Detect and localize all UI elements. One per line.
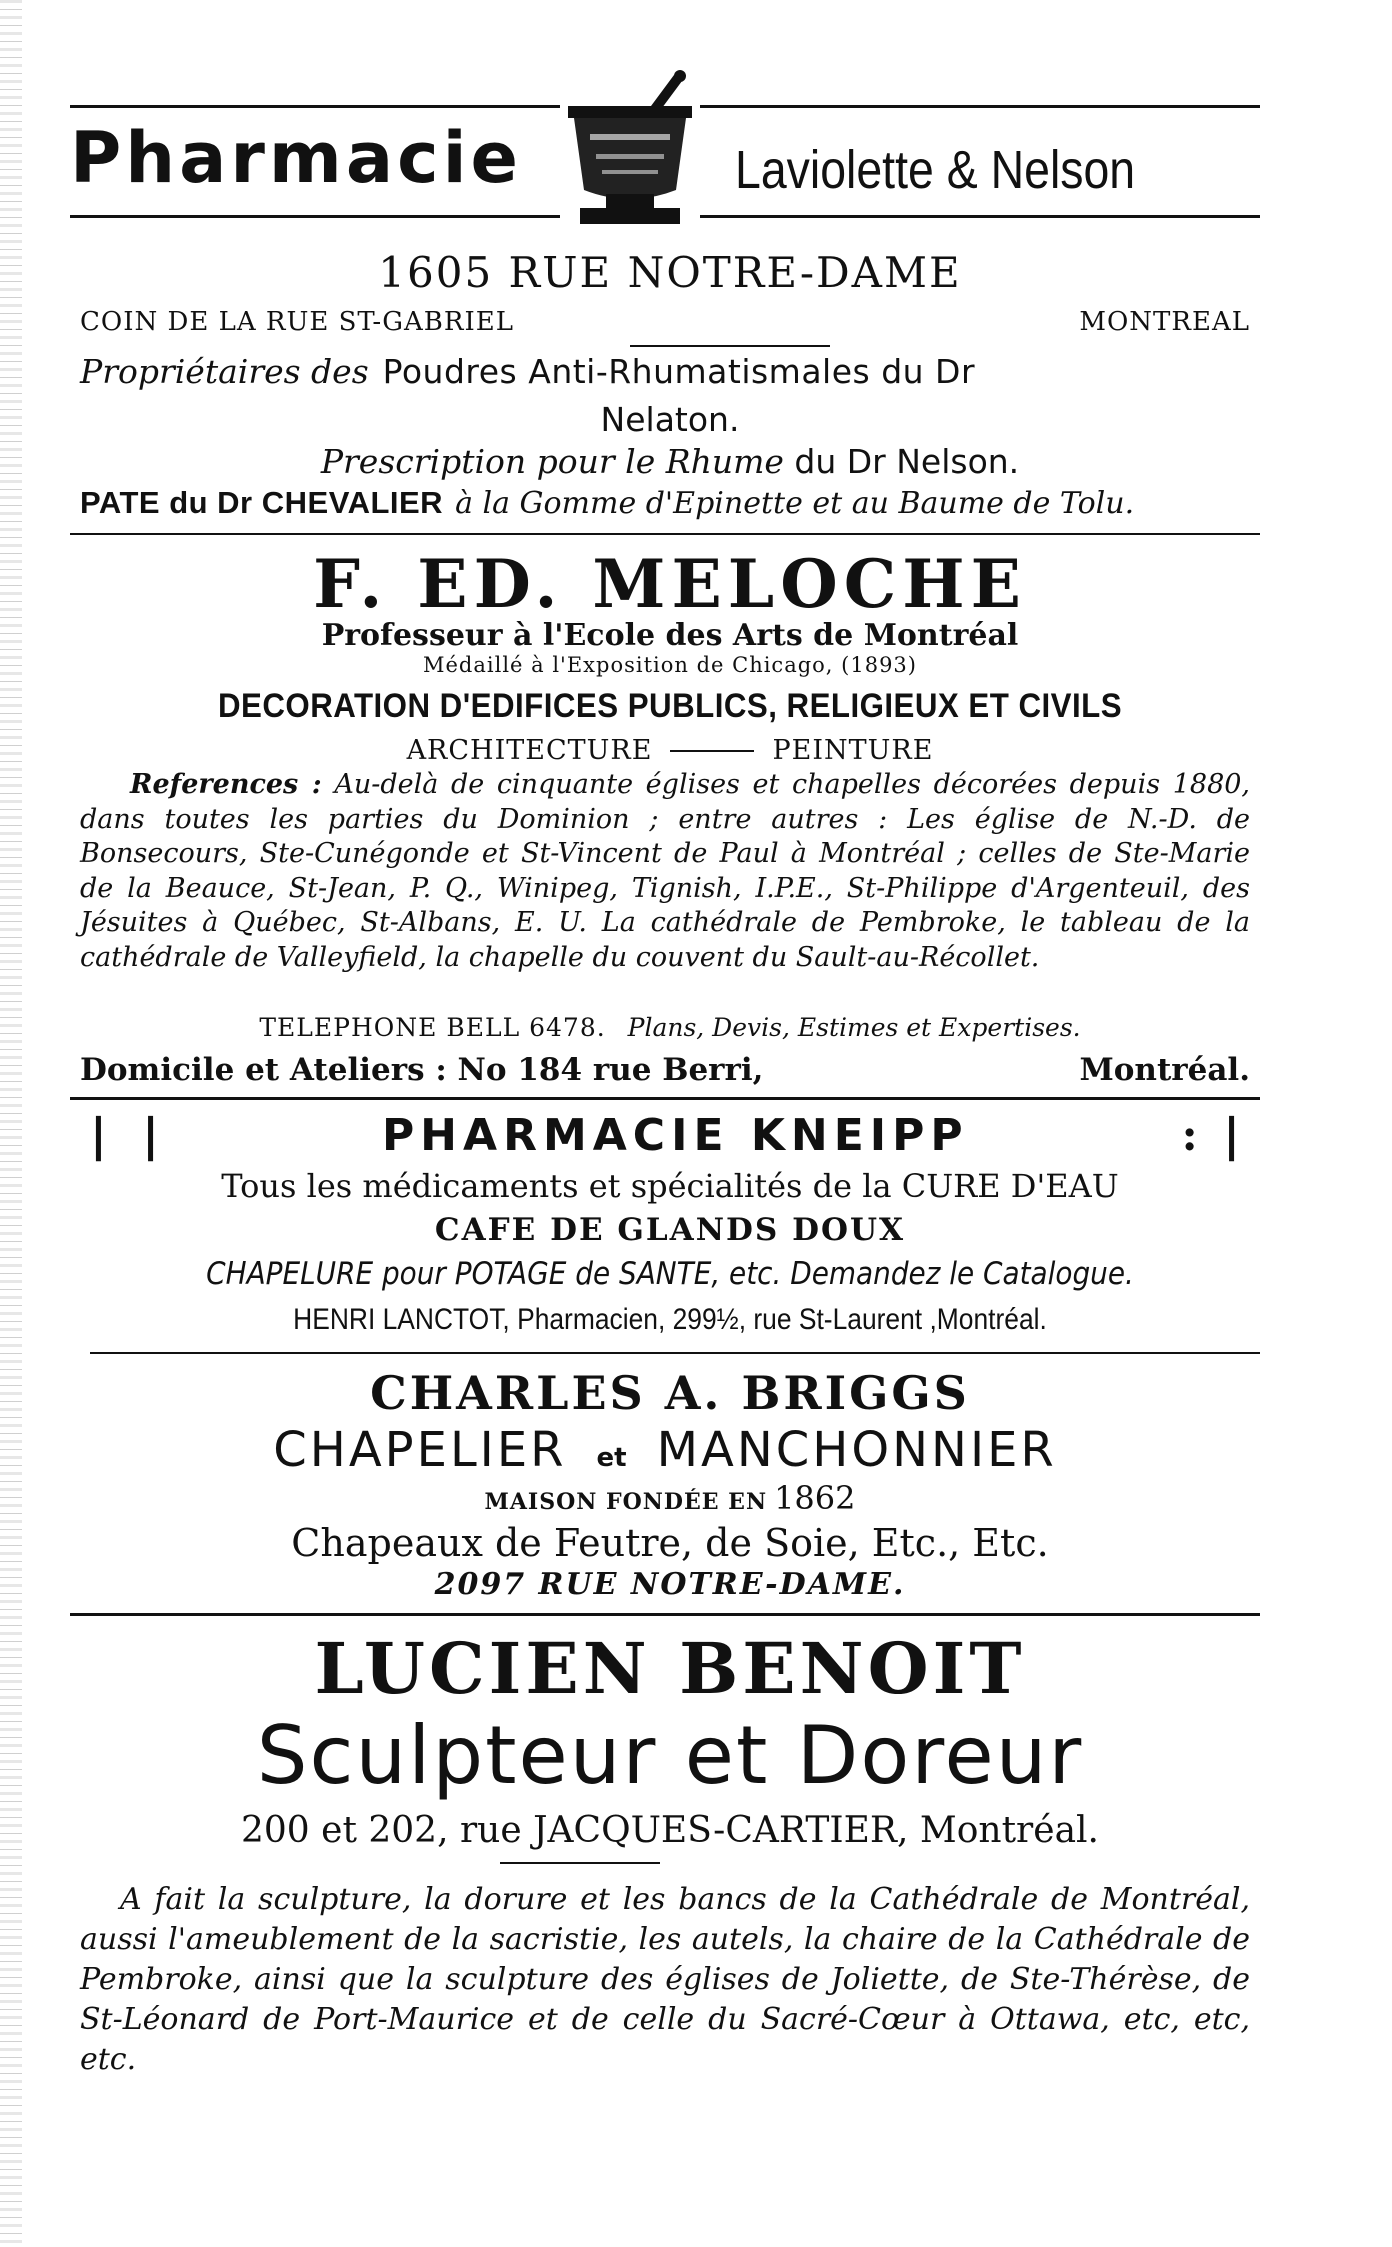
ad4-trade-et: et bbox=[596, 1443, 627, 1473]
ad1-line1-rest: Poudres Anti-Rhumatismales du Dr bbox=[382, 352, 976, 391]
divider bbox=[630, 345, 830, 347]
ad1-corner: COIN DE LA RUE ST-GABRIEL bbox=[80, 307, 514, 337]
ad2-references bbox=[80, 768, 1250, 975]
ad4-name: CHARLES A. BRIGGS bbox=[370, 1366, 970, 1420]
divider bbox=[90, 1352, 1260, 1354]
ad2-sub2: Médaillé à l'Exposition de Chicago, (1893) bbox=[423, 653, 917, 677]
ad1-line4 bbox=[80, 482, 1250, 525]
ad1-title: Pharmacie bbox=[70, 117, 523, 199]
ad3-marks-right: : ❘ bbox=[1181, 1110, 1250, 1161]
ad4-founded-year: 1862 bbox=[774, 1479, 856, 1517]
ad2-phone-row bbox=[70, 1012, 1270, 1044]
ad1-city: MONTREAL bbox=[1079, 307, 1250, 337]
ad3-title-row bbox=[80, 1110, 1250, 1162]
ad3-line3: CHAPELURE pour POTAGE de SANTE, etc. Demandez le Catalogue. bbox=[206, 1256, 1134, 1292]
divider bbox=[70, 1613, 1260, 1616]
ad1-line4-b: à la Gomme d'Epinette et au Baume de Tolu. bbox=[455, 486, 1135, 521]
ad3-line2: CAFE DE GLANDS DOUX bbox=[434, 1212, 906, 1248]
ad2-city: Montréal. bbox=[1079, 1052, 1250, 1088]
ad4-founded-label: MAISON FONDÉE EN bbox=[484, 1489, 768, 1515]
mortar-and-pestle-icon bbox=[560, 70, 700, 235]
ad4-trade-b: MANCHONNIER bbox=[656, 1422, 1057, 1478]
ad3-line1: Tous les médicaments et spécialités de la CURE D'EAU bbox=[221, 1167, 1119, 1205]
ad2-sub1: Professeur à l'Ecole des Arts de Montréal bbox=[321, 618, 1019, 653]
ad2-ref-label: References : bbox=[130, 769, 322, 800]
ad2-headline: DECORATION D'EDIFICES PUBLICS, RELIGIEUX ET CIVILS bbox=[217, 687, 1123, 725]
ad1-line4-a: PATE du Dr CHEVALIER bbox=[80, 485, 444, 520]
ad4-founded-row bbox=[70, 1479, 1270, 1519]
ad2-plans: Plans, Devis, Estimes et Expertises. bbox=[627, 1013, 1081, 1042]
ad4-trade-row bbox=[80, 1422, 1250, 1486]
divider bbox=[700, 105, 1260, 108]
divider bbox=[70, 1097, 1260, 1100]
ad2-peint: PEINTURE bbox=[772, 735, 934, 766]
ad1-line3-italic: Prescription pour le Rhume bbox=[320, 442, 784, 481]
ad2-domicile: Domicile et Ateliers : No 184 rue Berri, bbox=[80, 1052, 764, 1088]
ad1-line1 bbox=[80, 350, 1250, 394]
ad2-ref-text: Au-delà de cinquante églises et chapelles décorées depuis 1880, dans toutes les parties du Dominion ; entre autres : Les église de N.-D. de Bonsecours, Ste-Cunégonde et St-Vincent de Paul à Montréal ; celles de Ste-Marie de la Beauce, St-Jean, P. Q., Winipeg, Tignish, I.P.E., St-Philippe d'Argenteuil, des Jésuites à Québec, St-Albans, E. U. La cathédrale de Pembroke, le tableau de la cathédrale de Valleyfield, la chapelle du couvent du Sault-au-Récollet. bbox=[80, 769, 1251, 973]
ad5-text: A fait la sculpture, la dorure et les bancs de la Cathédrale de Montréal, aussi l'ameublement de la sacristie, les autels, la chaire de la Cathédrale de Pembroke, ainsi que la sculpture des églises de Joliette, de Ste-Thérèse, de St-Léonard de Port-Maurice et de celle du Sacré-Cœur à Ottawa, etc, etc, etc. bbox=[80, 1882, 1250, 2077]
ad1-line1-italic: Propriétaires des bbox=[80, 352, 369, 391]
ad2-domicile-row bbox=[80, 1050, 1250, 1090]
divider bbox=[70, 215, 560, 218]
ad1-line3-rest: du Dr Nelson. bbox=[794, 442, 1020, 481]
ad5-name: LUCIEN BENOIT bbox=[314, 1627, 1026, 1710]
ad3-line4: HENRI LANCTOT, Pharmacien, 299½, rue St-Laurent ,Montréal. bbox=[293, 1303, 1047, 1336]
ad1-line3 bbox=[70, 440, 1270, 484]
ad2-title: F. ED. MELOCHE bbox=[313, 545, 1027, 623]
ad4-address: 2097 RUE NOTRE-DAME. bbox=[434, 1567, 906, 1602]
scanned-page-edge bbox=[0, 0, 22, 2247]
ad2-phone: TELEPHONE BELL 6478. bbox=[259, 1013, 606, 1042]
ad1-firm: Laviolette & Nelson bbox=[735, 140, 1136, 200]
divider bbox=[700, 215, 1260, 218]
ad5-address: 200 et 202, rue JACQUES-CARTIER, Montréal. bbox=[240, 1810, 1099, 1851]
ad2-arch: ARCHITECTURE bbox=[406, 735, 653, 766]
divider bbox=[70, 533, 1260, 535]
divider bbox=[70, 105, 560, 108]
ad3-title: PHARMACIE KNEIPP bbox=[381, 1110, 969, 1161]
ad4-goods: Chapeaux de Feutre, de Soie, Etc., Etc. bbox=[291, 1521, 1049, 1565]
dash bbox=[670, 750, 754, 752]
ad5-trade: Sculpteur et Doreur bbox=[256, 1709, 1084, 1802]
ad3-marks-left: ❘ ❘ bbox=[80, 1110, 170, 1161]
ad4-trade-a: CHAPELIER bbox=[273, 1422, 567, 1478]
ad1-line2: Nelaton. bbox=[600, 400, 740, 439]
divider bbox=[500, 1862, 660, 1864]
ad1-address: 1605 RUE NOTRE-DAME bbox=[378, 248, 962, 297]
ad1-corner-row bbox=[80, 305, 1250, 339]
ad2-arch-row bbox=[70, 734, 1270, 768]
